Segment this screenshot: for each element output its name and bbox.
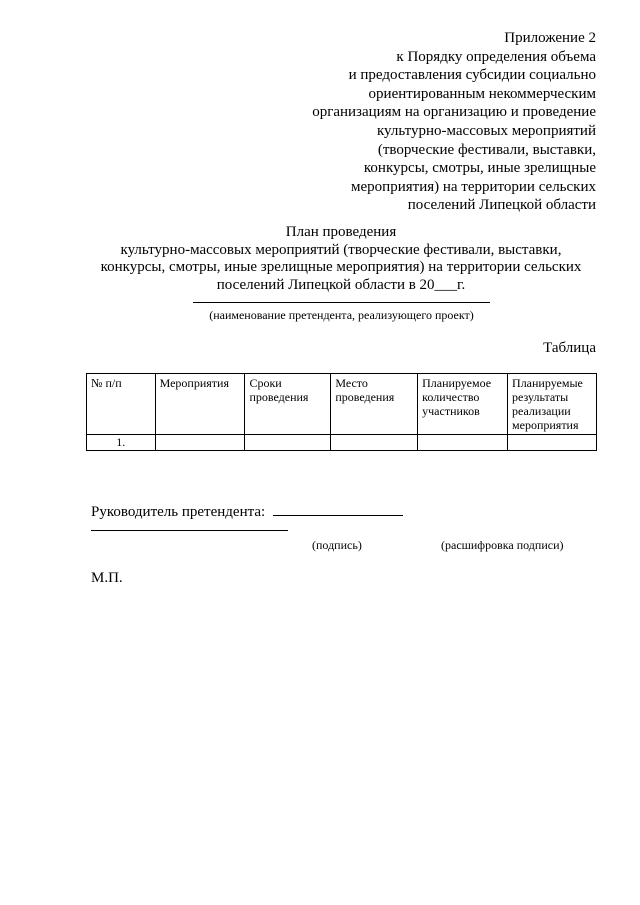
table-cell-venue[interactable] <box>331 435 418 451</box>
appendix-line: конкурсы, смотры, иные зрелищные <box>363 160 596 177</box>
applicant-name-line[interactable] <box>193 302 490 303</box>
signature-blank-line[interactable] <box>273 503 403 516</box>
table-cell-dates[interactable] <box>245 435 331 451</box>
appendix-line: поселений Липецкой области <box>407 197 596 214</box>
table-row <box>87 435 597 451</box>
plan-title-line: культурно-массовых мероприятий (творческие фестивали, выставки, <box>120 241 562 258</box>
decoding-caption: (расшифровка подписи) <box>441 538 564 552</box>
appendix-line: Приложение 2 <box>504 30 596 46</box>
column-header-results: Планируемые результаты реализации мероприятия <box>508 374 597 435</box>
appendix-line: ориентированным некоммерческим <box>368 85 596 102</box>
appendix-line: культурно-массовых мероприятий <box>376 122 596 139</box>
signature-caption: (подпись) <box>312 538 362 552</box>
plan-title-line: План проведения <box>285 224 397 240</box>
appendix-line: и предоставления субсидии социально <box>348 67 596 84</box>
name-decoding-line[interactable] <box>91 530 288 531</box>
head-signature-label: Руководитель претендента: <box>91 504 266 520</box>
events-table <box>86 373 597 451</box>
stamp-placeholder: М.П. <box>91 570 123 586</box>
column-header-events: Мероприятия <box>155 374 245 435</box>
table-cell-results[interactable] <box>508 435 597 451</box>
column-header-dates: Сроки проведения <box>245 374 331 435</box>
plan-title <box>86 224 596 294</box>
plan-title-line: конкурсы, смотры, иные зрелищные мероприятия) на территории сельских <box>100 259 582 275</box>
column-header-participants: Планируемое количество участников <box>418 374 508 435</box>
appendix-line: мероприятия) на территории сельских <box>351 178 596 195</box>
table-label: Таблица <box>543 340 596 356</box>
appendix-header <box>266 29 596 215</box>
table-cell-events[interactable] <box>155 435 245 451</box>
table-cell-number: 1. <box>87 435 156 451</box>
appendix-line: организациям на организацию и проведение <box>312 104 596 121</box>
applicant-caption: (наименование претендента, реализующего проект) <box>209 308 474 322</box>
appendix-line: (творческие фестивали, выставки, <box>377 141 596 158</box>
plan-title-line: поселений Липецкой области в 20___г. <box>216 276 466 293</box>
head-signature-row <box>91 503 403 521</box>
appendix-line: к Порядку определения объема <box>396 48 596 65</box>
column-header-venue: Место проведения <box>331 374 418 435</box>
table-header-row <box>87 374 597 435</box>
table-cell-participants[interactable] <box>418 435 508 451</box>
column-header-number: № п/п <box>87 374 156 435</box>
